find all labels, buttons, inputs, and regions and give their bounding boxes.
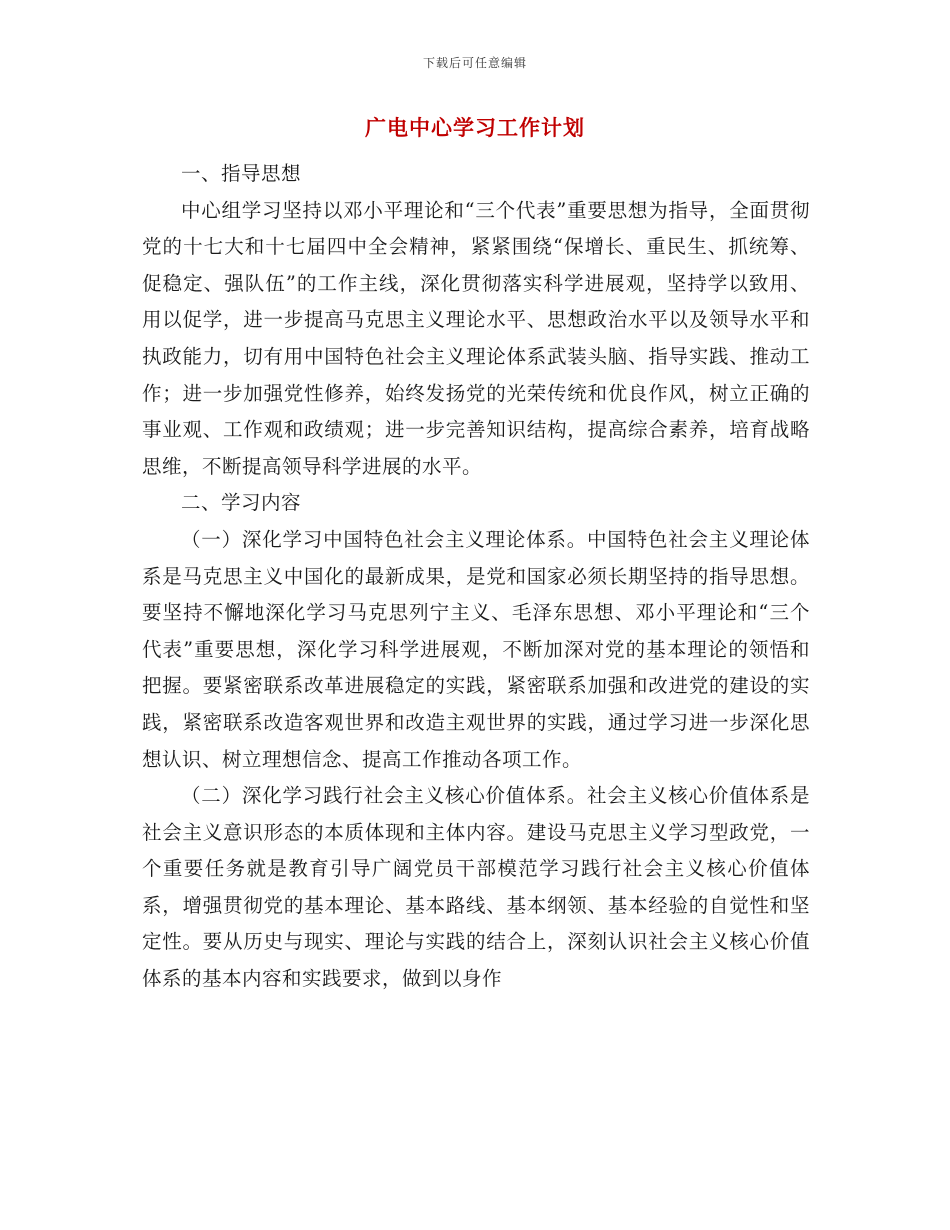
document-title: 广电中心学习工作计划 [365, 115, 585, 140]
header-note: 下载后可任意编辑 [422, 56, 527, 70]
section-heading-guiding-ideology: 一、指导思想 [181, 162, 302, 185]
document-body [142, 156, 810, 998]
paragraph-study-content-2: （二）深化学习践行社会主义核心价值体系。社会主义核心价值体系是社会主义意识形态的本质体现和主体内容。建设马克思主义学习型政党，一个重要任务就是教育引导广阔党员干部模范学习践行社会主义核心价值体系，增强贯彻党的基本理论、基本路线、基本纲领、基本经验的自觉性和坚定性。要从历史与现实、理论与实践的结合上，深刻认识社会主义核心价值体系的基本内容和实践要求，做到以身作 [142, 784, 810, 991]
section-heading-study-content: 二、学习内容 [181, 491, 302, 515]
paragraph-guiding-ideology: 中心组学习坚持以邓小平理论和“三个代表”重要思想为指导，全面贯彻党的十七大和十七届四中全会精神，紧紧围绕“保增长、重民生、抓统筹、促稳定、强队伍”的工作主线，深化贯彻落实科学进展观，坚持学以致用、用以促学，进一步提高马克思主义理论水平、思想政治水平以及领导水平和执政能力，切有用中国特色社会主义理论体系武装头脑、指导实践、推动工作；进一步加强党性修养，始终发扬党的光荣传统和优良作风，树立正确的事业观、工作观和政绩观；进一步完善知识结构，提高综合素养，培育战略思维，不断提高领导科学进展的水平。 [142, 198, 810, 478]
paragraph-study-content-1: （一）深化学习中国特色社会主义理论体系。中国特色社会主义理论体系是马克思主义中国化的最新成果，是党和国家必须长期坚持的指导思想。要坚持不懈地深化学习马克思列宁主义、毛泽东思想、邓小平理论和“三个代表”重要思想，深化学习科学进展观，不断加深对党的基本理论的领悟和把握。要紧密联系改革进展稳定的实践，紧密联系加强和改进党的建设的实践，紧密联系改造客观世界和改造主观世界的实践，通过学习进一步深化思想认识、树立理想信念、提高工作推动各项工作。 [142, 527, 810, 771]
